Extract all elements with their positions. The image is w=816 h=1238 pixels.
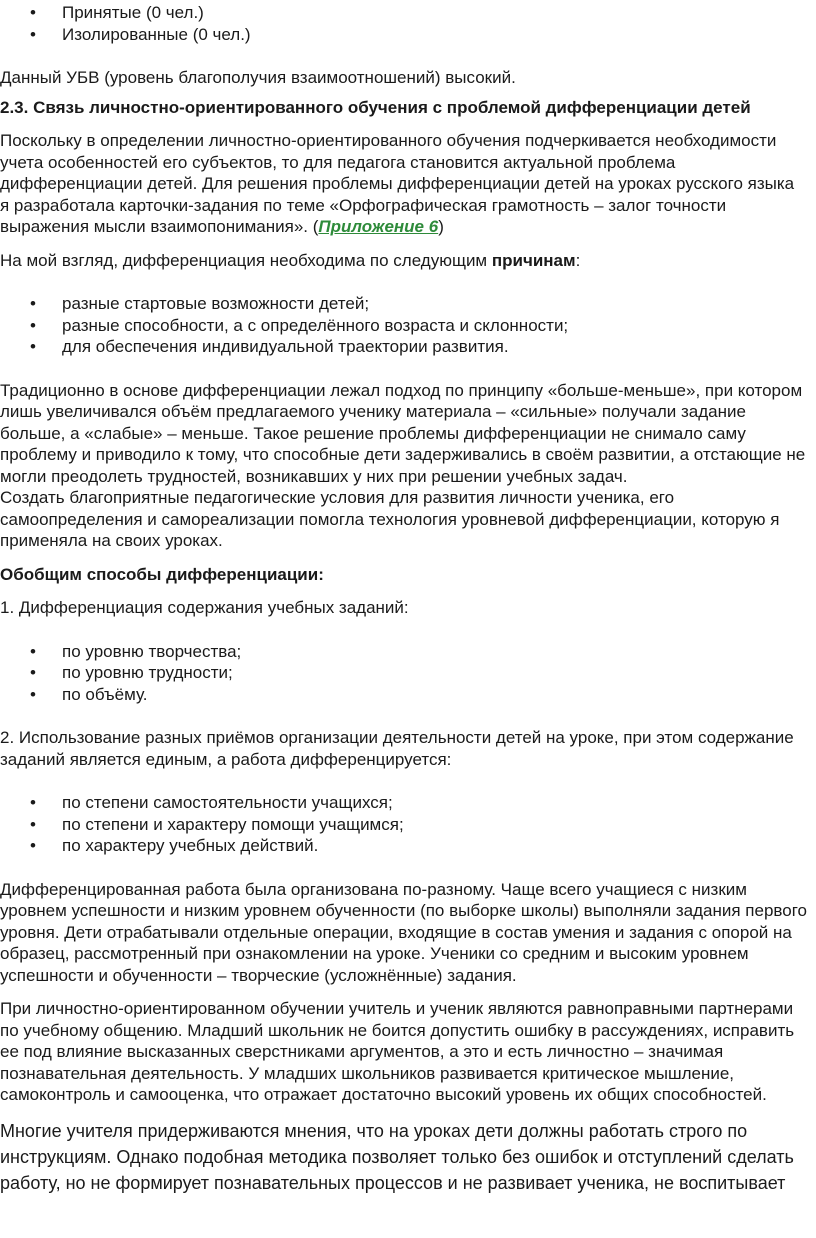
paragraph-traditional: Традиционно в основе дифференциации лежал подход по принципу «больше-меньше», при котором лишь увеличивался объём предлагаемого ученику материала – «сильные» получали задание больше, а «слабые» – меньше. Такое решение проблемы дифференциации не снимало саму проблему и приводило к тому, что способные дети задерживались в своём развитии, а отстающие не могли преодолеть трудностей, возникавших у них при решении учебных задач.: [0, 380, 806, 486]
list-item: • по уровню творчества;: [0, 641, 808, 663]
item1-title: 1. Дифференциация содержания учебных заданий:: [0, 598, 409, 617]
appendix-6-link[interactable]: Приложение 6: [318, 217, 439, 236]
paragraph-conditions: Создать благоприятные педагогические условия для развития личности ученика, его самоопределения и самореализации помогла технология уровневой дифференциации, которую я применяла на своих уроках.: [0, 488, 780, 550]
ubv-text: Данный УБВ (уровень благополучия взаимоотношений) высокий.: [0, 68, 516, 87]
list-item: • по степени самостоятельности учащихся;: [0, 792, 808, 814]
item2-list: [0, 792, 808, 857]
section-heading: 2.3. Связь личностно-ориентированного обучения с проблемой дифференциации детей: [0, 97, 751, 117]
list-item: • по уровню трудности;: [0, 662, 808, 684]
paragraph-last: Многие учителя придерживаются мнения, что на уроках дети должны работать строго по инструкциям. Однако подобная методика позволяет только без ошибок и отступлений сделать работу, но не формирует познавательных процессов и не развивает ученика, не воспитывает: [0, 1120, 794, 1193]
paragraph-intro: [0, 130, 808, 238]
status-list: [0, 0, 808, 45]
list-item: • по объёму.: [0, 684, 808, 706]
paragraph-text: На мой взгляд, дифференциация необходима по следующим: [0, 250, 492, 270]
list-item: • Изолированные (0 чел.): [0, 24, 808, 46]
paragraph-differentiated: Дифференцированная работа была организована по-разному. Чаще всего учащиеся с низким уровнем успешности и низким уровнем обученности (по выборке школы) выполняли задания первого уровня. Дети отрабатывали отдельные операции, входящие в состав умения и задания с опорой на образец, рассмотренный при ознакомлении на уроке. Ученики со средним и высоким уровнем успешности и обученности – творческие (усложнённые) задания.: [0, 879, 808, 985]
list-item: • Принятые (0 чел.): [0, 2, 808, 24]
list-item: • по степени и характеру помощи учащимся;: [0, 814, 808, 836]
list-item: • разные стартовые возможности детей;: [0, 293, 808, 315]
list-item: • по характеру учебных действий.: [0, 835, 808, 857]
list-item: • разные способности, а с определённого возраста и склонности;: [0, 315, 808, 337]
paragraph-text: Поскольку в определении личностно-ориентированного обучения подчеркивается необходимости учета особенностей его субъектов, то для педагога становится актуальной проблема дифференциации детей. Для решения проблемы дифференциации детей на уроках русского языка я разработала карточки-задания по теме «Орфографическая грамотность – залог точности выражения мысли взаимопонимания». (: [0, 131, 795, 236]
summary-heading: Обобщим способы дифференциации:: [0, 564, 324, 584]
reasons-intro: [0, 250, 808, 272]
reasons-bold: причинам: [491, 250, 576, 270]
item2-title: 2. Использование разных приёмов организации деятельности детей на уроке, при этом содержание заданий является единым, а работа дифференцируется:: [0, 728, 794, 769]
paragraph-text: ): [438, 217, 444, 236]
paragraph-text: :: [575, 250, 581, 270]
reasons-list: [0, 293, 808, 358]
item1-list: [0, 641, 808, 706]
list-item: • для обеспечения индивидуальной траектории развития.: [0, 336, 808, 358]
paragraph-partners: При личностно-ориентированном обучении учитель и ученик являются равноправными партнерами по учебному общению. Младший школьник не боится допустить ошибку в рассуждениях, исправить ее под влияние высказанных сверстниками аргументов, а это и есть личностно – значимая познавательная деятельность. У младших школьников развивается критическое мышление, самоконтроль и самооценка, что отражает достаточно высокий уровень их общих способностей.: [0, 999, 795, 1104]
